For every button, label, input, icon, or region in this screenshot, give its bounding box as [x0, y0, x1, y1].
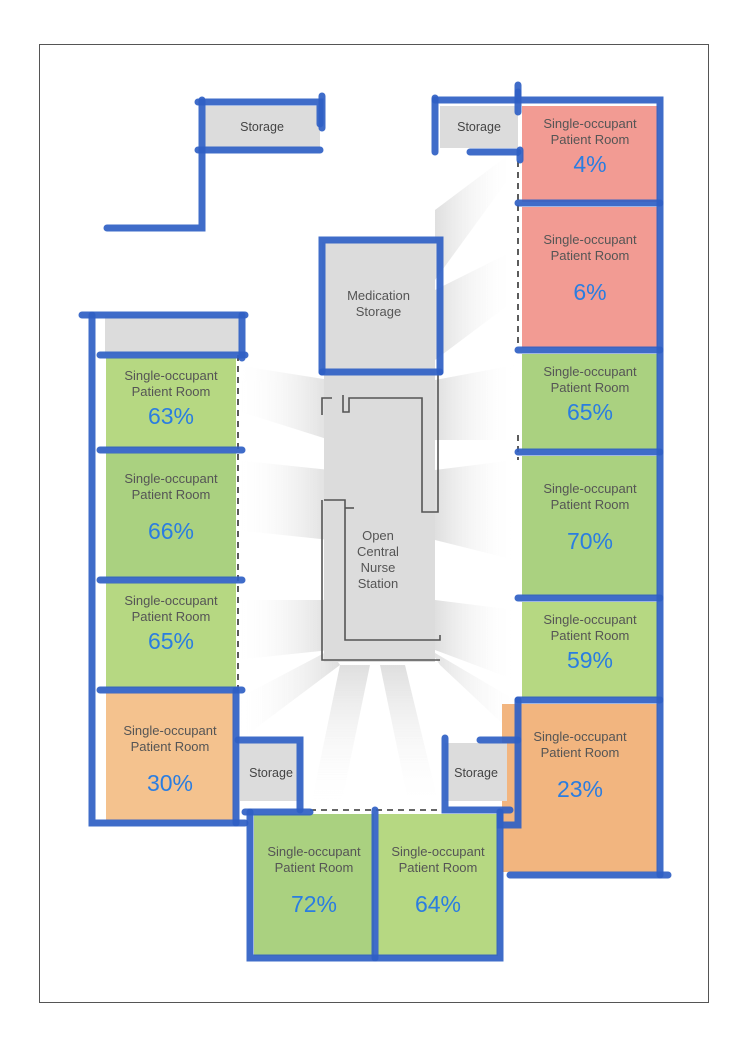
medication-line-2: Storage — [355, 304, 402, 319]
station-line-3: Nurse — [360, 560, 396, 575]
room-label-line-1: Single-occupant — [124, 593, 218, 608]
room-percentage: 23% — [556, 776, 604, 802]
station-line-2: Central — [357, 544, 399, 559]
room-percentage: 63% — [147, 403, 195, 429]
room-percentage: 65% — [147, 628, 195, 654]
room-percentage: 72% — [290, 891, 338, 917]
patient-room-r-right-2 — [522, 232, 658, 306]
patient-room-r-right-3 — [522, 364, 658, 426]
patient-room-r-left-2 — [106, 471, 236, 545]
room-percentage: 65% — [566, 399, 614, 425]
room-label-line-1: Single-occupant — [543, 116, 637, 131]
room-label-line-2: Patient Room — [540, 745, 620, 760]
patient-room-r-right-1 — [522, 116, 658, 178]
room-label-line-2: Patient Room — [550, 132, 630, 147]
patient-room-r-right-6 — [502, 729, 658, 803]
patient-room-r-left-1 — [106, 368, 236, 430]
room-label-line-2: Patient Room — [131, 487, 211, 502]
room-percentage: 30% — [146, 770, 194, 796]
room-label-line-1: Single-occupant — [543, 364, 637, 379]
medication-storage-label — [322, 288, 435, 320]
room-percentage: 70% — [566, 528, 614, 554]
room-label-line-2: Patient Room — [550, 380, 630, 395]
patient-room-r-left-3 — [106, 593, 236, 655]
patient-room-r-right-4 — [522, 481, 658, 555]
patient-room-r-left-4 — [106, 723, 234, 797]
room-label-line-1: Single-occupant — [543, 232, 637, 247]
room-label-line-2: Patient Room — [550, 497, 630, 512]
room-label-line-2: Patient Room — [398, 860, 478, 875]
room-label-line-1: Single-occupant — [391, 844, 485, 859]
station-line-4: Station — [357, 576, 399, 591]
room-label-line-2: Patient Room — [131, 609, 211, 624]
storage-label-bottom-right: Storage — [454, 766, 498, 780]
room-label-line-2: Patient Room — [131, 384, 211, 399]
room-percentage: 59% — [566, 647, 614, 673]
patient-room-r-bottom-1 — [254, 844, 374, 918]
room-label-line-1: Single-occupant — [124, 471, 218, 486]
room-label-line-2: Patient Room — [274, 860, 354, 875]
storage-label-top-left: Storage — [240, 120, 284, 134]
room-percentage: 64% — [414, 891, 462, 917]
room-percentage: 4% — [573, 151, 607, 177]
room-percentage: 66% — [147, 518, 195, 544]
nurse-station-label — [338, 528, 418, 592]
storage-label-top-right: Storage — [457, 120, 501, 134]
station-line-1: Open — [362, 528, 394, 543]
room-label-line-1: Single-occupant — [543, 612, 637, 627]
room-label-line-1: Single-occupant — [533, 729, 627, 744]
medication-line-1: Medication — [347, 288, 410, 303]
alcove-fill-left — [105, 316, 240, 354]
room-label-line-1: Single-occupant — [543, 481, 637, 496]
room-label-line-2: Patient Room — [130, 739, 210, 754]
room-label-line-2: Patient Room — [550, 248, 630, 263]
storage-label-bottom-left: Storage — [249, 766, 293, 780]
room-label-line-2: Patient Room — [550, 628, 630, 643]
room-percentage: 6% — [573, 279, 607, 305]
patient-room-r-right-5 — [522, 612, 658, 674]
room-label-line-1: Single-occupant — [124, 368, 218, 383]
nurse-station-area — [324, 372, 435, 662]
patient-room-r-bottom-2 — [378, 844, 498, 918]
room-label-line-1: Single-occupant — [267, 844, 361, 859]
room-label-line-1: Single-occupant — [123, 723, 217, 738]
